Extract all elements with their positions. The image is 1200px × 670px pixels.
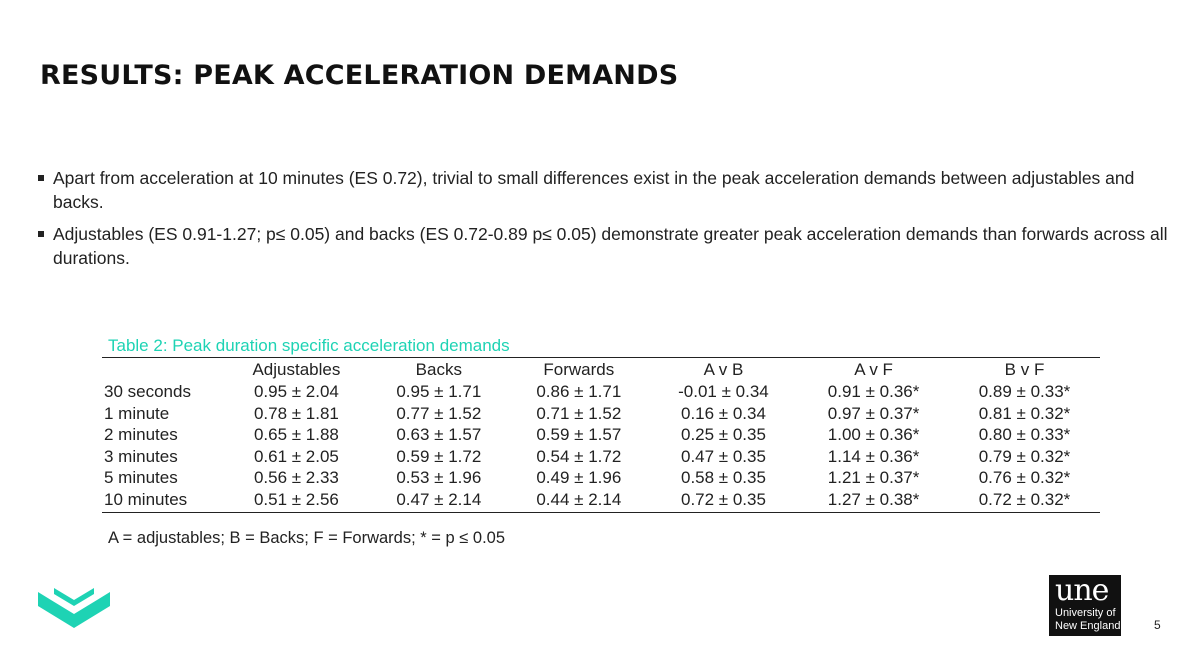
row-label: 10 minutes: [104, 489, 188, 509]
table-cell: 0.71 ± 1.52: [536, 403, 622, 423]
table-cell: 0.51 ± 2.56: [253, 489, 339, 509]
table-cell: 0.47 ± 2.14: [396, 489, 482, 509]
table-cell: 0.77 ± 1.52: [396, 403, 482, 423]
table-cell: 0.16 ± 0.34: [680, 403, 766, 423]
table-top-rule: [102, 357, 1100, 358]
table-cell: 0.79 ± 0.32*: [978, 446, 1071, 466]
table-cell: 0.65 ± 1.88: [253, 425, 339, 444]
table-cell: 0.56 ± 2.33: [253, 468, 339, 487]
chevron-brand-icon: [38, 588, 110, 632]
column-header: [102, 359, 224, 381]
column-header: Adjustables: [252, 360, 341, 379]
row-label: 30 seconds: [104, 382, 191, 401]
column-header: A v F: [854, 360, 893, 379]
table-cell: 0.25 ± 0.35: [680, 425, 766, 444]
page-number: 5: [1154, 618, 1161, 632]
table-cell: 0.97 ± 0.37*: [827, 403, 920, 423]
table-cell: 1.21 ± 0.37*: [827, 468, 920, 487]
row-label: 5 minutes: [104, 468, 178, 487]
row-label: 3 minutes: [104, 446, 178, 466]
table-cell: 0.59 ± 1.72: [396, 446, 482, 466]
une-wordmark: une: [1055, 573, 1109, 608]
column-header: Backs: [415, 360, 462, 379]
table-cell: 0.95 ± 1.71: [396, 382, 482, 401]
table-cell: 1.27 ± 0.38*: [827, 489, 920, 509]
table-caption: Table 2: Peak duration specific acceleration demands: [108, 336, 510, 355]
bullet-text: Adjustables (ES 0.91-1.27; p≤ 0.05) and backs (ES 0.72-0.89 p≤ 0.05) demonstrate greater peak acceleration demands than forwards across all durations.: [53, 224, 1168, 268]
table-row: [102, 467, 1100, 489]
une-name-line: University of: [1055, 607, 1116, 619]
bullet-item: [38, 222, 1168, 270]
table-cell: 0.54 ± 1.72: [536, 446, 622, 466]
bullet-list: [38, 166, 1168, 278]
table-cell: 0.95 ± 2.04: [253, 382, 339, 401]
table-cell: 0.59 ± 1.57: [536, 425, 622, 444]
table-cell: 0.49 ± 1.96: [536, 468, 622, 487]
column-header: Forwards: [543, 360, 615, 379]
une-name: [1055, 607, 1120, 633]
table-row: [102, 446, 1100, 468]
table-cell: 0.72 ± 0.32*: [978, 489, 1071, 509]
table-row: [102, 489, 1100, 511]
table-cell: -0.01 ± 0.34: [678, 382, 769, 401]
bullet-text: Apart from acceleration at 10 minutes (ES 0.72), trivial to small differences exist in the peak acceleration demands between adjustables and backs.: [53, 168, 1135, 212]
table-row: [102, 424, 1100, 446]
table-header-row: [102, 359, 1100, 381]
table-cell: 0.58 ± 0.35: [680, 468, 766, 487]
table-cell: 0.78 ± 1.81: [253, 403, 339, 423]
table-cell: 0.86 ± 1.71: [536, 382, 622, 401]
row-label: 2 minutes: [104, 425, 178, 444]
bullet-square-icon: [38, 231, 44, 237]
table-cell: 0.89 ± 0.33*: [978, 382, 1071, 401]
table-cell: 0.47 ± 0.35: [680, 446, 766, 466]
column-header: A v B: [703, 360, 744, 379]
une-name-line: New England: [1055, 620, 1121, 632]
bullet-square-icon: [38, 175, 44, 181]
slide-title: RESULTS: PEAK ACCELERATION DEMANDS: [40, 60, 679, 91]
table-cell: 0.76 ± 0.32*: [978, 468, 1071, 487]
table-cell: 0.44 ± 2.14: [536, 489, 622, 509]
row-label: 1 minute: [104, 403, 170, 423]
column-header: B v F: [1004, 360, 1045, 379]
table-cell: 0.91 ± 0.36*: [827, 382, 920, 401]
bullet-item: [38, 166, 1168, 214]
table-cell: 0.63 ± 1.57: [396, 425, 482, 444]
table-cell: 1.14 ± 0.36*: [827, 446, 920, 466]
table-cell: 0.81 ± 0.32*: [978, 403, 1071, 423]
table-cell: 0.80 ± 0.33*: [978, 425, 1071, 444]
table-cell: 0.53 ± 1.96: [396, 468, 482, 487]
acceleration-table: [102, 359, 1100, 510]
table-legend: A = adjustables; B = Backs; F = Forwards; * = p ≤ 0.05: [108, 529, 506, 547]
table-bottom-rule: [102, 512, 1100, 513]
table-row: [102, 403, 1100, 425]
table-row: [102, 381, 1100, 403]
une-logo: [1049, 575, 1121, 636]
table-cell: 0.72 ± 0.35: [680, 489, 766, 509]
table-cell: 0.61 ± 2.05: [253, 446, 339, 466]
table-cell: 1.00 ± 0.36*: [827, 425, 920, 444]
